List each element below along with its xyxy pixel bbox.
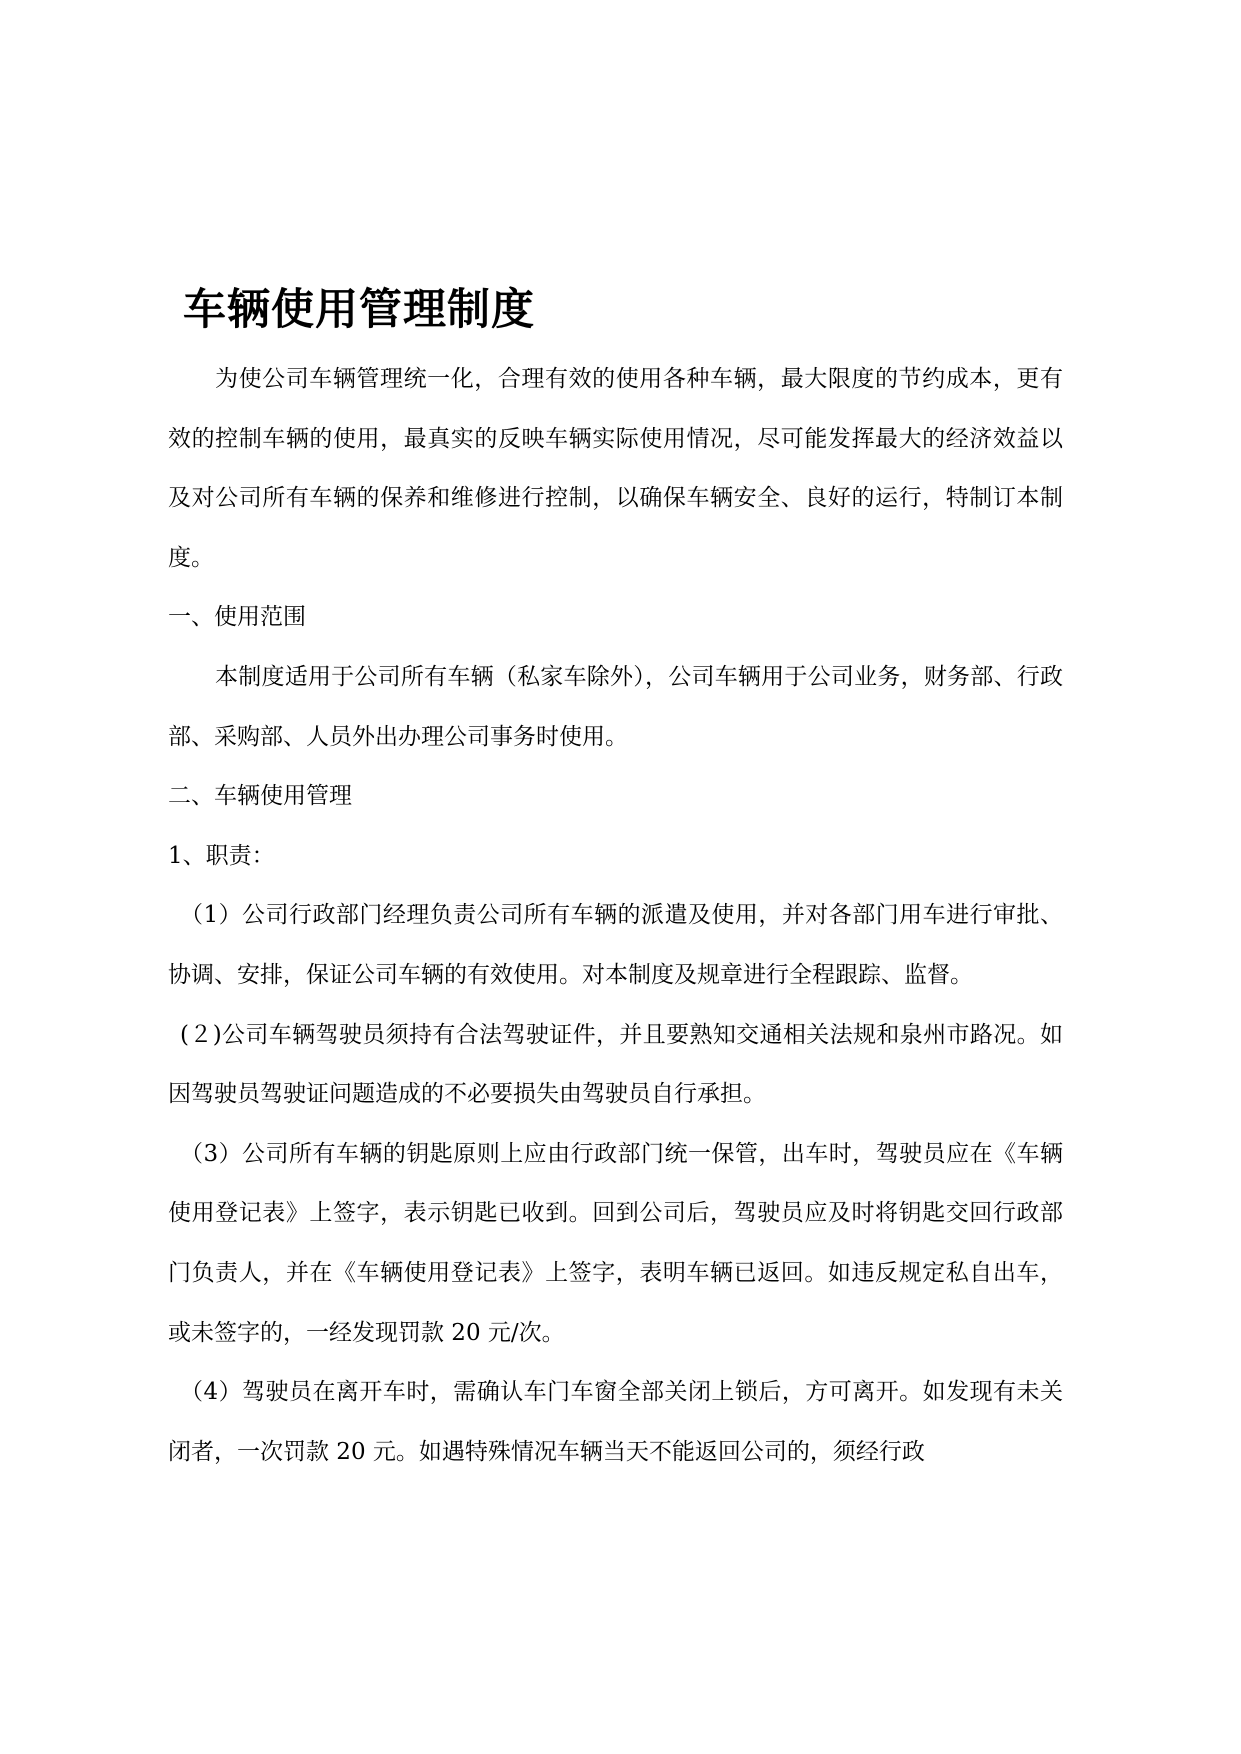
document-title: 车辆使用管理制度 [183, 285, 535, 335]
document-body [168, 350, 1063, 1482]
scope-paragraph: 本制度适用于公司所有车辆（私家车除外），公司车辆用于公司业务，财务部、行政部、采购部、人员外出办理公司事务时使用。 [168, 663, 1063, 750]
section-heading-scope: 一、使用范围 [168, 604, 306, 631]
duty-item-4: （4）驾驶员在离开车时，需确认车门车窗全部关闭上锁后，方可离开。如发现有未关闭者，一次罚款 20 元。如遇特殊情况车辆当天不能返回公司的，须经行政 [168, 1379, 1063, 1465]
subsection-heading-duties: 1、职责： [168, 842, 275, 869]
section-heading-vehicle-management: 二、车辆使用管理 [168, 783, 352, 810]
duty-item-2: (２)公司车辆驾驶员须持有合法驾驶证件，并且要熟知交通相关法规和泉州市路况。如因驾驶员驾驶证问题造成的不必要损失由驾驶员自行承担。 [168, 1021, 1063, 1108]
intro-paragraph: 为使公司车辆管理统一化，合理有效的使用各种车辆，最大限度的节约成本，更有效的控制车辆的使用，最真实的反映车辆实际使用情况，尽可能发挥最大的经济效益以及对公司所有车辆的保养和维修进行控制，以确保车辆安全、良好的运行，特制订本制度。 [168, 366, 1063, 571]
duty-item-1: （1）公司行政部门经理负责公司所有车辆的派遣及使用，并对各部门用车进行审批、协调、安排，保证公司车辆的有效使用。对本制度及规章进行全程跟踪、监督。 [168, 902, 1063, 988]
duty-item-3: （3）公司所有车辆的钥匙原则上应由行政部门统一保管，出车时，驾驶员应在《车辆使用登记表》上签字，表示钥匙已收到。回到公司后，驾驶员应及时将钥匙交回行政部门负责人，并在《车辆使用登记表》上签字，表明车辆已返回。如违反规定私自出车，或未签字的，一经发现罚款 20 元/次。 [168, 1140, 1063, 1346]
